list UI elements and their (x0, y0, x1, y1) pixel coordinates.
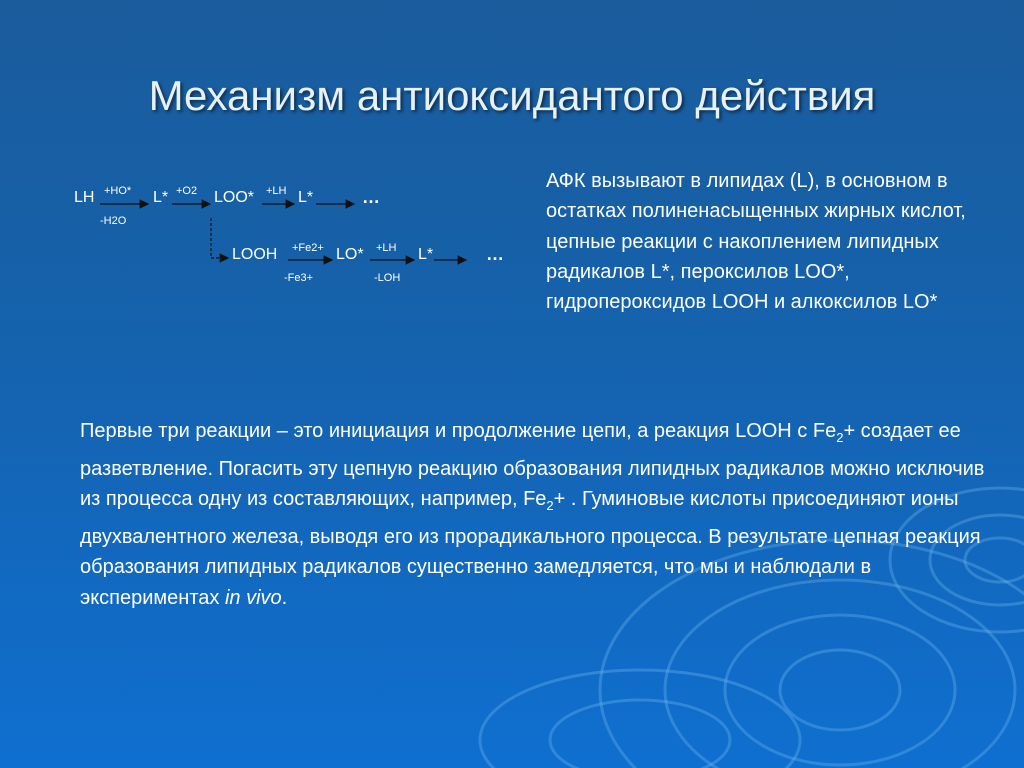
species-l-radical-3: L* (418, 246, 434, 263)
product-h2o: -H2O (100, 215, 127, 227)
paragraph-part-3: + . Гуминовые кислоты присоединяют ионы двухвалентного железа, выводя его из прорадикального процесса. В результате цепная реакция образования липидных радикалов существенно замедляется, что мы и наблюдали в экспериментах (80, 488, 981, 609)
paragraph-part-2: + создает ее разветвление. Погасить эту цепную реакцию образования липидных радикалов можно исключив из процесса одну из составляющих, например, Fe (80, 420, 985, 510)
species-looh: LOOH (232, 246, 278, 263)
reagent-o2: +O2 (176, 185, 198, 197)
chain-continuation-dots-2: … (486, 244, 504, 264)
species-loo-radical: LOO* (214, 189, 255, 206)
paragraph-part-1: Первые три реакции – это инициация и продолжение цепи, а реакция LOOH с Fe (80, 420, 837, 442)
reagent-lh-2: +LH (376, 242, 397, 254)
paragraph-part-4: . (281, 586, 288, 609)
species-l-radical: L* (153, 189, 169, 206)
reagent-fe2: +Fe2+ (292, 242, 324, 254)
subscript-1: 2 (836, 430, 844, 445)
product-loh: -LOH (374, 272, 401, 284)
subscript-2: 2 (546, 498, 554, 513)
species-l-radical-2: L* (298, 189, 314, 206)
species-lh: LH (74, 189, 95, 206)
species-lo-radical: LO* (336, 246, 364, 263)
product-fe3: -Fe3+ (284, 272, 314, 284)
explanation-paragraph (80, 416, 1010, 613)
reagent-ho-radical: +HO* (104, 185, 132, 197)
description-text: АФК вызывают в липидах (L), в основном в остатках полиненасыщенных жирных кислот, цепные реакции с накоплением липидных радикалов L*, пероксилов LOO*, гидропероксидов LOOH и алкоксилов LO* (546, 170, 966, 314)
reagent-lh: +LH (266, 185, 287, 197)
in-vivo-italic: in vivo (224, 586, 282, 609)
slide-title: Механизм антиоксидантого действия (148, 72, 876, 119)
chain-continuation-dots: … (362, 187, 380, 207)
branch-arrow-loo-to-looh (211, 218, 228, 258)
